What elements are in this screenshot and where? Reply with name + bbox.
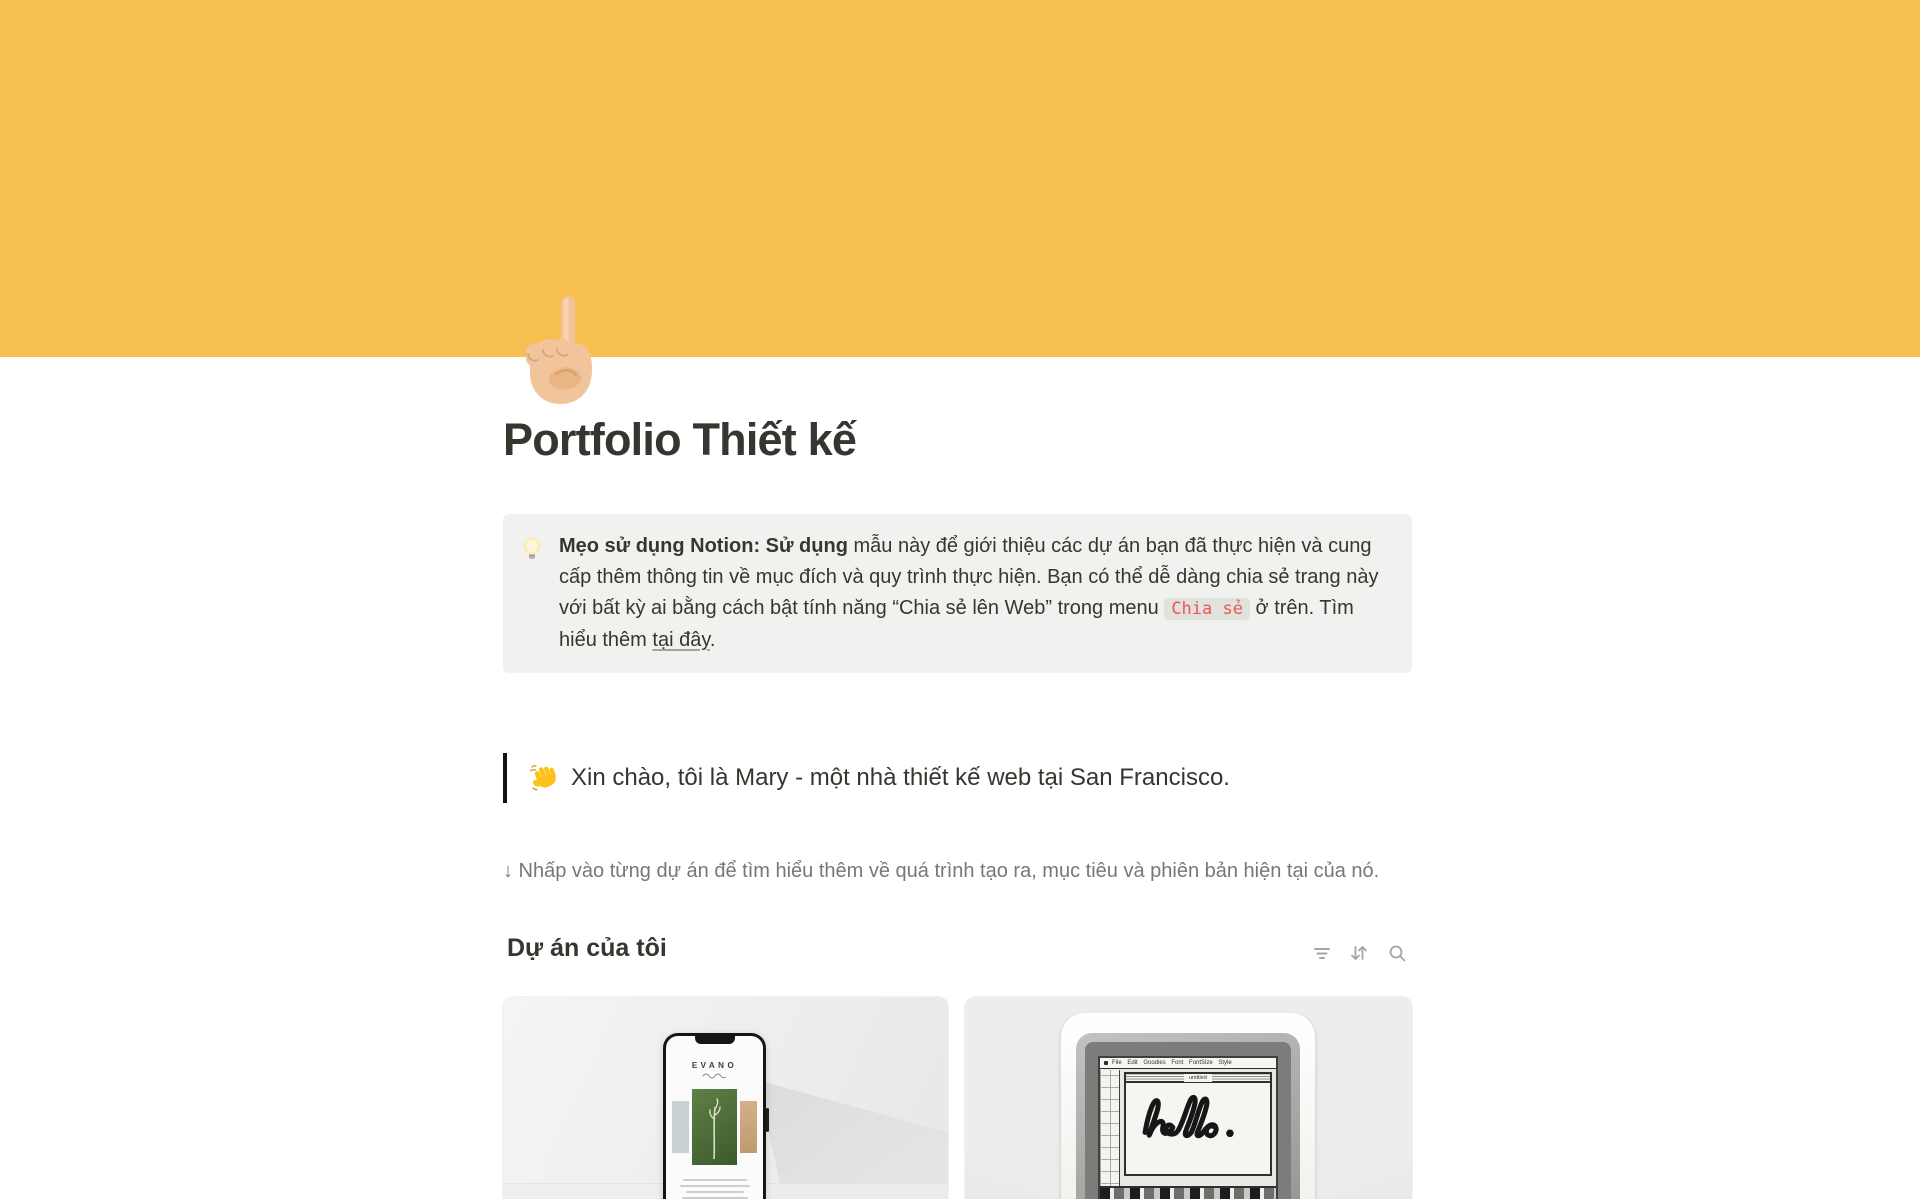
mac-screen — [1098, 1056, 1278, 1199]
pointing-up-hand-icon[interactable] — [520, 294, 598, 406]
photo-shadow — [757, 1080, 948, 1199]
phone-side-button — [766, 1108, 769, 1132]
project-image-mac — [965, 997, 1412, 1199]
callout-text — [559, 531, 1390, 656]
hello-cursive-drawing — [1135, 1088, 1261, 1150]
phone-brand-text: EVANO — [691, 1061, 738, 1070]
waving-hand-icon — [529, 763, 561, 793]
filter-icon[interactable] — [1311, 942, 1333, 964]
carousel-plant-photo — [692, 1089, 737, 1165]
phone-notch — [695, 1035, 735, 1044]
mac-bezel — [1076, 1033, 1300, 1199]
light-bulb-icon — [519, 536, 545, 562]
project-image-phone — [503, 997, 948, 1199]
share-code-tag: Chia sẻ — [1164, 598, 1250, 620]
phone-text-lines — [666, 1179, 763, 1199]
page-title: Portfolio Thiết kế — [503, 414, 857, 465]
callout-period: . — [709, 629, 716, 651]
quote-block — [503, 753, 1412, 803]
mac-inner-frame — [1085, 1042, 1291, 1199]
mac-window-title: untitled — [1184, 1074, 1212, 1082]
mac-monitor-shell — [1061, 1013, 1315, 1199]
phone-image-carousel — [666, 1089, 763, 1165]
intro-note: ↓ Nhấp vào từng dự án để tìm hiểu thêm về quá trình tạo ra, mục tiêu và phiên bản hiện tại của nó. — [503, 860, 1380, 882]
mac-menu-bar — [1100, 1058, 1276, 1069]
mac-pattern-bar — [1100, 1186, 1276, 1199]
carousel-thumb-left — [672, 1101, 689, 1153]
callout-bold-text: Mẹo sử dụng Notion: Sử dụng — [559, 535, 848, 557]
mac-menu-items: File Edit Goodies Font FontSize Style — [1112, 1060, 1232, 1066]
learn-more-link[interactable]: tại đây — [652, 629, 710, 651]
mac-paint-window — [1124, 1072, 1272, 1176]
callout-block — [503, 514, 1412, 673]
search-icon[interactable] — [1386, 942, 1408, 964]
callout-body-text: mẫu này để giới thiệu các dự án bạn đã thực hiện và cung cấp thêm thông tin về mục đích và quy trình thực hiện. Bạn có thể dễ dàng chia sẻ trang này với bất kỳ ai bằng cách bật tính năng “Chia sẻ lên Web” trong menu — [559, 535, 1379, 619]
project-card-evano[interactable] — [503, 997, 948, 1199]
carousel-thumb-right — [740, 1101, 757, 1153]
mac-window-titlebar — [1126, 1074, 1270, 1083]
page-cover — [0, 0, 1920, 357]
apple-logo-icon — [1104, 1061, 1108, 1065]
hello-text-value — [1126, 1150, 1127, 1151]
project-card-mac[interactable] — [965, 997, 1412, 1199]
sort-icon[interactable] — [1348, 942, 1370, 964]
callout-body-text-2: ở trên. Tìm hiểu thêm — [559, 597, 1354, 651]
mac-tool-palette — [1100, 1070, 1120, 1199]
phone-script-logo — [700, 1072, 730, 1080]
quote-text: Xin chào, tôi là Mary - một nhà thiết kế web tại San Francisco. — [571, 764, 1230, 791]
gallery-title: Dự án của tôi — [507, 934, 667, 962]
phone-mockup — [663, 1033, 766, 1199]
